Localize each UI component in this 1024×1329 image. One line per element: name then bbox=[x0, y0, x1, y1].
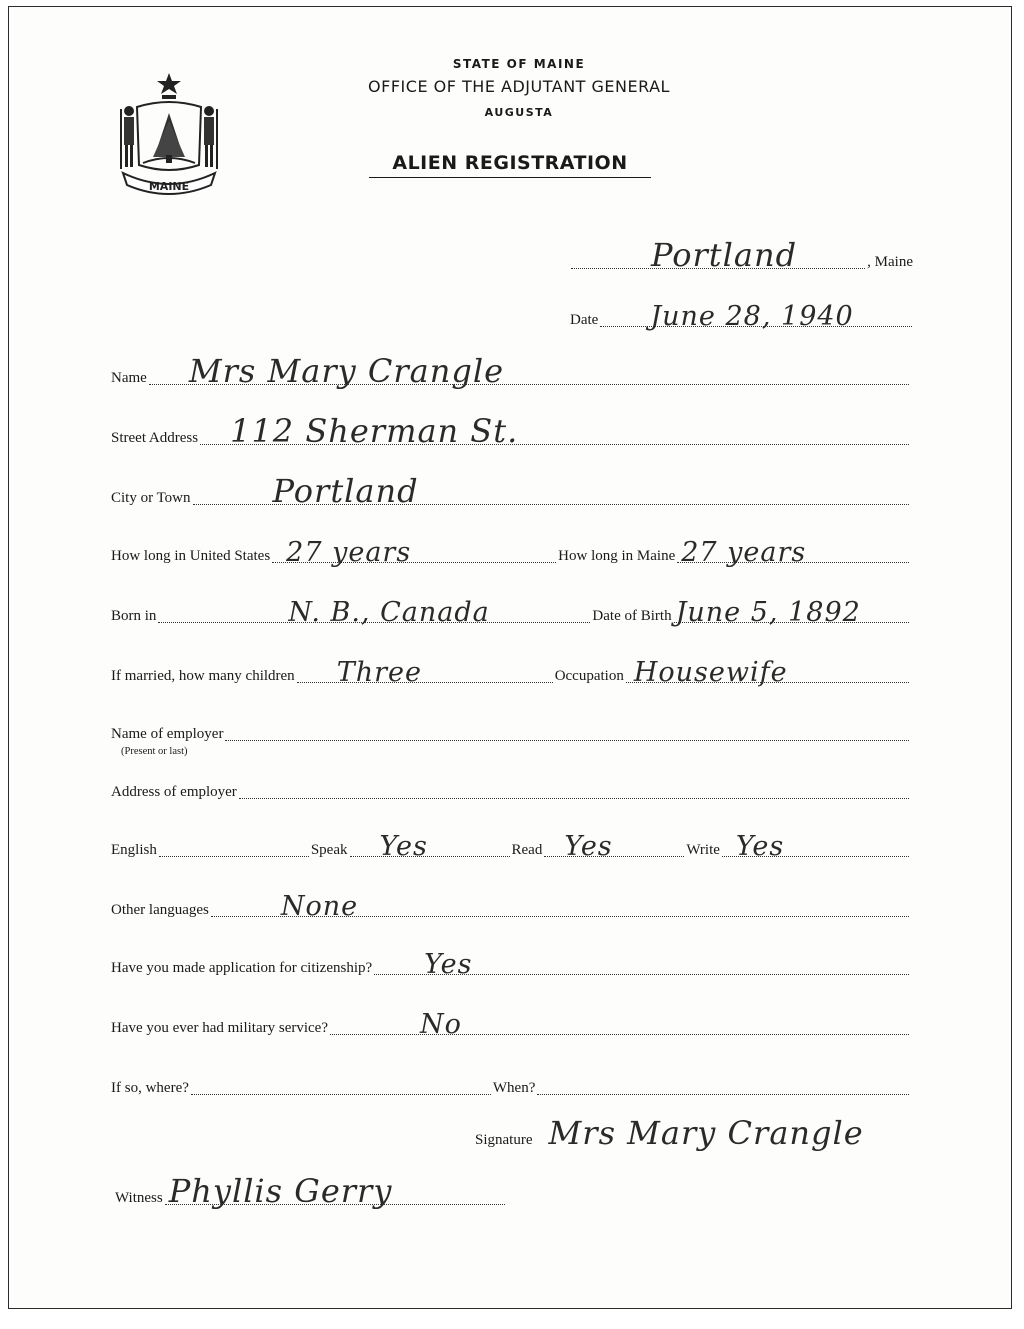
place-field[interactable] bbox=[571, 236, 865, 274]
employer-row bbox=[111, 719, 911, 757]
occupation-label: Occupation bbox=[554, 668, 624, 684]
born-value: N. B., Canada bbox=[288, 597, 490, 628]
english-label: English bbox=[111, 842, 157, 858]
birth-row bbox=[111, 597, 911, 628]
employer-sub-label: (Present or last) bbox=[121, 746, 188, 757]
dob-label: Date of Birth bbox=[592, 608, 672, 624]
employer-label: Name of employer bbox=[111, 726, 224, 742]
occupation-field[interactable] bbox=[626, 657, 909, 688]
children-label: If married, how many children bbox=[111, 668, 295, 684]
write-value: Yes bbox=[735, 831, 785, 862]
children-field[interactable] bbox=[297, 657, 553, 688]
us-label: How long in United States bbox=[111, 548, 271, 564]
us-field[interactable] bbox=[272, 537, 556, 568]
witness-field[interactable] bbox=[165, 1172, 505, 1210]
citizenship-value: Yes bbox=[424, 949, 473, 980]
city-value: Portland bbox=[272, 472, 419, 510]
write-field[interactable] bbox=[722, 831, 909, 862]
place-row bbox=[569, 236, 913, 274]
employer-address-row bbox=[111, 777, 911, 801]
street-label: Street Address bbox=[111, 430, 199, 446]
maine-field[interactable] bbox=[677, 537, 909, 568]
us-value: 27 years bbox=[286, 537, 412, 568]
children-value: Three bbox=[336, 657, 422, 688]
name-field[interactable] bbox=[149, 352, 909, 390]
other-languages-value: None bbox=[280, 891, 359, 922]
english-spacer bbox=[159, 838, 309, 857]
when-label: When? bbox=[492, 1080, 536, 1096]
header-state: STATE OF MAINE bbox=[452, 57, 586, 71]
place-value: Portland bbox=[651, 236, 798, 274]
military-field[interactable] bbox=[330, 1009, 909, 1040]
signature-label: Signature bbox=[475, 1132, 533, 1148]
where-field[interactable] bbox=[191, 1076, 491, 1095]
name-value: Mrs Mary Crangle bbox=[188, 352, 504, 390]
military-label: Have you ever had military service? bbox=[111, 1020, 328, 1036]
speak-label: Speak bbox=[310, 842, 348, 858]
other-languages-row bbox=[111, 891, 911, 922]
dob-field[interactable] bbox=[674, 597, 909, 628]
born-label: Born in bbox=[111, 608, 157, 624]
header-office: OFFICE OF THE ADJUTANT GENERAL bbox=[368, 77, 670, 96]
employer-address-label: Address of employer bbox=[111, 784, 237, 800]
street-field[interactable] bbox=[200, 412, 909, 450]
read-value: Yes bbox=[564, 831, 613, 862]
read-label: Read bbox=[511, 842, 543, 858]
dob-value: June 5, 1892 bbox=[675, 597, 861, 628]
citizenship-row bbox=[111, 949, 911, 980]
registration-form-page bbox=[8, 6, 1012, 1309]
date-label: Date bbox=[570, 312, 599, 328]
signature-field[interactable] bbox=[535, 1114, 974, 1152]
seal-lettering: MAINE bbox=[148, 180, 190, 193]
maine-label: How long in Maine bbox=[558, 548, 676, 564]
witness-label: Witness bbox=[115, 1190, 163, 1206]
street-row bbox=[111, 412, 911, 450]
military-value: No bbox=[420, 1009, 462, 1040]
maine-value: 27 years bbox=[681, 537, 807, 568]
signature-value: Mrs Mary Crangle bbox=[548, 1114, 864, 1152]
witness-row bbox=[115, 1172, 507, 1210]
citizenship-label: Have you made application for citizenship? bbox=[111, 960, 373, 976]
other-languages-field[interactable] bbox=[211, 891, 909, 922]
family-row bbox=[111, 657, 911, 688]
where-when-row bbox=[111, 1073, 911, 1097]
write-label: Write bbox=[686, 842, 720, 858]
military-row bbox=[111, 1009, 911, 1040]
other-languages-label: Other languages bbox=[111, 902, 209, 918]
citizenship-field[interactable] bbox=[374, 949, 909, 980]
read-field[interactable] bbox=[544, 831, 684, 862]
employer-field[interactable] bbox=[225, 722, 909, 741]
when-field[interactable] bbox=[537, 1076, 909, 1095]
date-row bbox=[570, 301, 914, 332]
form-title: ALIEN REGISTRATION bbox=[369, 152, 651, 178]
speak-field[interactable] bbox=[350, 831, 510, 862]
place-suffix: , Maine bbox=[867, 254, 913, 270]
date-field[interactable] bbox=[600, 301, 912, 332]
english-row bbox=[111, 831, 911, 862]
where-label: If so, where? bbox=[111, 1080, 189, 1096]
employer-address-field[interactable] bbox=[239, 780, 909, 799]
signature-row bbox=[475, 1114, 975, 1152]
city-label: City or Town bbox=[111, 490, 191, 506]
name-row bbox=[111, 352, 911, 390]
city-row bbox=[111, 472, 911, 510]
name-label: Name bbox=[111, 370, 147, 386]
witness-value: Phyllis Gerry bbox=[168, 1172, 393, 1210]
street-value: 112 Sherman St. bbox=[230, 412, 519, 450]
city-field[interactable] bbox=[193, 472, 909, 510]
residence-row bbox=[111, 537, 911, 568]
occupation-value: Housewife bbox=[633, 657, 788, 688]
speak-value: Yes bbox=[379, 831, 428, 862]
born-field[interactable] bbox=[158, 597, 590, 628]
date-value: June 28, 1940 bbox=[650, 301, 854, 332]
header-city: AUGUSTA bbox=[484, 106, 554, 119]
